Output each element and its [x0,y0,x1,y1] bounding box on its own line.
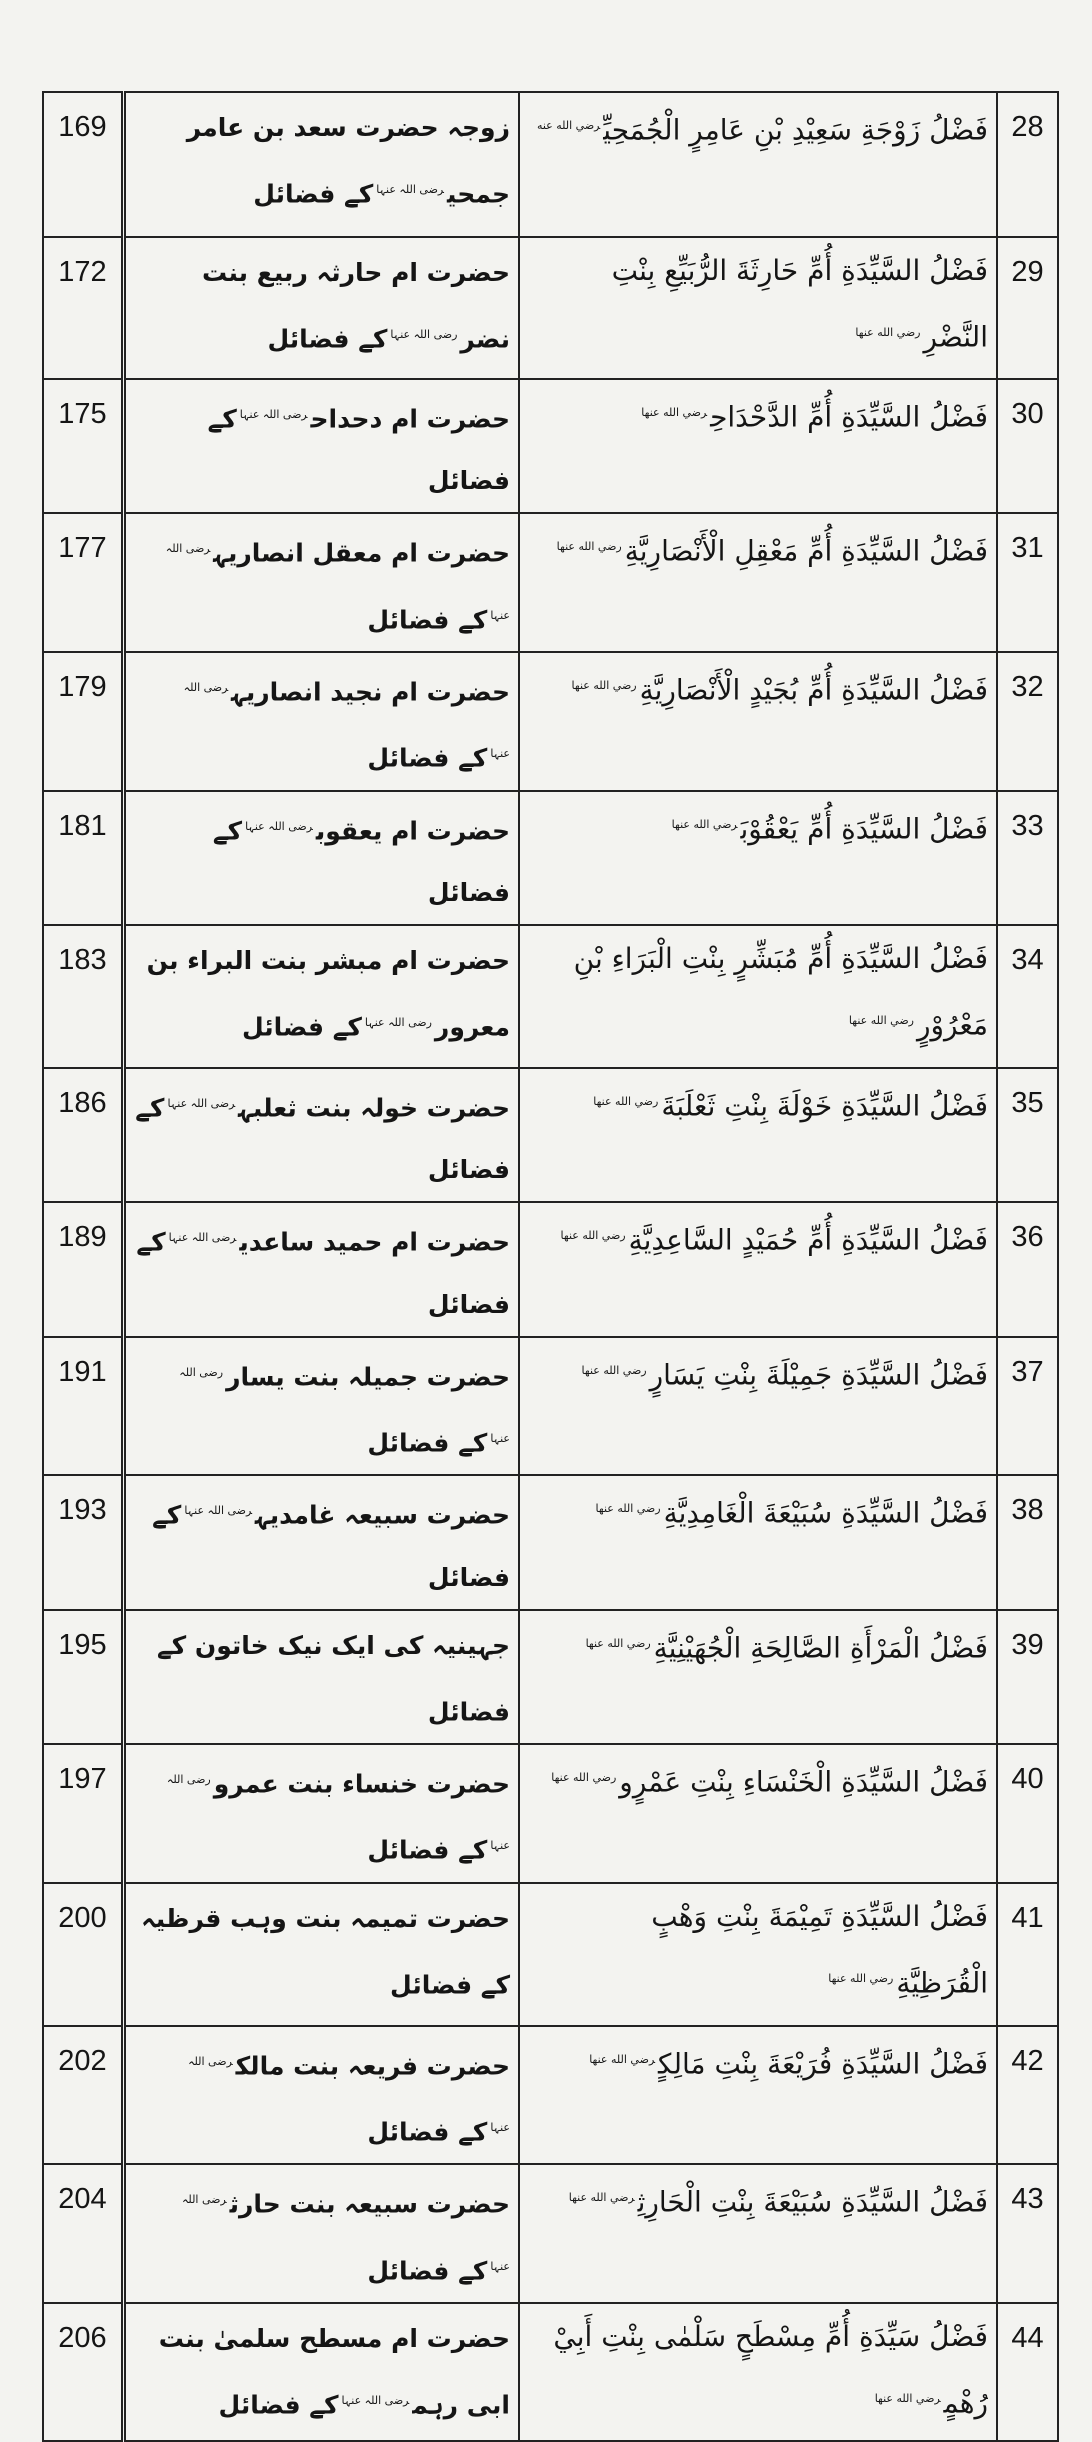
urdu-title-suffix: کے فضائل [136,1227,510,1319]
urdu-title-text: حضرت ام نجید انصاریہ [231,677,510,707]
table-row [43,652,1058,791]
urdu-title [124,379,520,513]
urdu-title [124,2164,520,2303]
entry-number: 37 [997,1337,1058,1476]
urdu-title-suffix: کے فضائل [152,1500,510,1592]
arabic-title [519,1475,997,1609]
arabic-title [519,2164,997,2303]
urdu-title-text: حضرت ام حمید ساعدی [239,1227,510,1257]
arabic-title [519,1610,997,1744]
urdu-title [124,2026,520,2165]
urdu-title [124,925,520,1068]
urdu-title [124,1475,520,1609]
entry-number: 31 [997,513,1058,652]
page-number: 191 [43,1337,124,1476]
honorific-mark: رضي الله عنها [568,2191,635,2205]
entry-number: 28 [997,92,1058,237]
arabic-title-text: فَضْلُ السَّيِّدَةِ أُمِّ بُجَيْدٍ الْأَنْصَارِيَّةِ [639,673,988,707]
arabic-title [519,791,997,925]
arabic-title [519,379,997,513]
honorific-mark: رضي الله عنها [556,540,622,554]
urdu-title-text: حضرت ام دحداح [310,404,510,434]
page-number: 195 [43,1610,124,1744]
page-number: 189 [43,1202,124,1336]
honorific-mark: رضی اللہ عنہا [179,1365,510,1445]
page-number: 179 [43,652,124,791]
table-row [43,925,1058,1068]
urdu-title-suffix: کے فضائل [367,2117,488,2147]
arabic-title-text: فَضْلُ السَّيِّدَةِ سُبَيْعَةَ بِنْتِ الْحَارِثِ [637,2185,988,2219]
urdu-title [124,237,520,379]
urdu-title [124,1068,520,1202]
arabic-title [519,237,997,379]
honorific-mark: رضي الله عنها [595,1502,661,1516]
honorific-mark: رضی اللہ عنہا [245,819,313,833]
table-row [43,513,1058,652]
table-row [43,791,1058,925]
arabic-title [519,2026,997,2165]
arabic-title [519,2303,997,2441]
honorific-mark: رضی اللہ عنہا [376,183,444,196]
urdu-title-text: جہینیہ کی ایک نیک خاتون کے فضائل [156,1630,510,1726]
page-number: 177 [43,513,124,652]
urdu-title-text: حضرت خنساء بنت عمرو [213,1769,510,1799]
arabic-title-text: فَضْلُ السَّيِّدَةِ أُمِّ مُبَشِّرٍ بِنْتِ الْبَرَاءِ بْنِ مَعْرُوْرٍ [573,941,988,1042]
page-number: 183 [43,925,124,1068]
urdu-title [124,513,520,652]
page-number: 197 [43,1744,124,1883]
table-row [43,237,1058,379]
urdu-title-text: حضرت ام یعقوب [315,815,510,845]
arabic-title-text: فَضْلُ الْمَرْأَةِ الصَّالِحَةِ الْجُهَيْنِيَّةِ [653,1630,988,1664]
urdu-title [124,1744,520,1883]
urdu-title-text: حضرت ام حارثہ ربیع بنت نضر [202,258,510,354]
arabic-title [519,652,997,791]
arabic-title-text: فَضْلُ السَّيِّدَةِ أُمِّ حُمَيْدٍ السَّاعِدِيَّةِ [628,1223,988,1257]
entry-number: 44 [997,2303,1058,2441]
urdu-title-text: حضرت ام مبشر بنت البراء بن معرور [146,945,510,1042]
arabic-title-text: فَضْلُ السَّيِّدَةِ خَوْلَةَ بِنْتِ ثَعْلَبَةَ [661,1089,988,1123]
honorific-mark: رضي الله عنها [581,1363,647,1377]
urdu-title [124,1610,520,1744]
table-row [43,1068,1058,1202]
table-row [43,2303,1058,2441]
arabic-title-text: فَضْلُ السَّيِّدَةِ أُمِّ يَعْقُوْبَ [740,811,988,845]
page-number: 175 [43,379,124,513]
urdu-title-text: حضرت سبیعہ غامدیہ [255,1500,510,1530]
honorific-mark: رضی اللہ عنہا [168,1231,237,1245]
table-row [43,2026,1058,2165]
arabic-title-text: فَضْلُ السَّيِّدَةِ فُرَيْعَةَ بِنْتِ مَالِكٍ [658,2046,988,2080]
entry-number: 36 [997,1202,1058,1336]
entry-number: 34 [997,925,1058,1068]
honorific-mark: رضی اللہ عنہا [181,2193,510,2273]
urdu-title-suffix: کے فضائل [367,743,488,773]
arabic-title-text: فَضْلُ السَّيِّدَةِ أُمِّ مَعْقِلِ الْأَنْصَارِيَّةِ [624,534,988,568]
honorific-mark: رضی اللہ عنہا [188,2054,510,2134]
urdu-title-suffix: کے فضائل [367,1428,488,1458]
honorific-mark: رضي الله عنها [671,817,738,831]
entry-number: 38 [997,1475,1058,1609]
honorific-mark: رضي الله عنها [874,2391,941,2405]
arabic-title [519,1744,997,1883]
urdu-title [124,2303,520,2441]
urdu-title [124,791,520,925]
entry-number: 29 [997,237,1058,379]
page-number: 172 [43,237,124,379]
arabic-title-text: فَضْلُ السَّيِّدَةِ الْخَنْسَاءِ بِنْتِ عَمْرٍو [619,1765,988,1799]
honorific-mark: رضي الله عنها [593,1094,659,1108]
honorific-mark: رضی اللہ عنہا [167,1096,236,1110]
urdu-title-suffix: کے فضائل [218,2390,339,2420]
arabic-title [519,1883,997,2026]
urdu-title-text: حضرت جمیلہ بنت یسار [226,1361,510,1391]
page-number: 206 [43,2303,124,2441]
urdu-title-suffix: کے فضائل [367,604,488,634]
honorific-mark: رضی اللہ عنہا [183,680,510,761]
page-number: 204 [43,2164,124,2303]
entry-number: 33 [997,791,1058,925]
entry-number: 43 [997,2164,1058,2303]
arabic-title-text: فَضْلُ السَّيِّدَةِ جَمِيْلَةَ بِنْتِ يَسَارٍ [649,1357,988,1391]
arabic-title [519,92,997,237]
honorific-mark: رضي الله عنها [589,2052,656,2066]
urdu-title-text: حضرت فریعہ بنت مالک [235,2050,510,2080]
urdu-title-suffix: کے فضائل [212,815,510,907]
arabic-title-text: فَضْلُ السَّيِّدَةِ أُمِّ حَارِثَةَ الرُّبَيِّعِ بِنْتِ النَّضْرِ [611,254,988,354]
urdu-title-suffix: کے فضائل [253,179,374,209]
honorific-mark: رضي الله عنها [560,1229,626,1243]
honorific-mark: رضي الله عنها [551,1770,617,1784]
honorific-mark: رضی اللہ عنہا [390,328,458,341]
urdu-title [124,92,520,237]
honorific-mark: رضی اللہ عنہا [364,1015,432,1029]
urdu-title-text: زوجہ حضرت سعد بن عامر جمحی [186,113,510,209]
honorific-mark: رضي الله عنها [585,1636,651,1650]
table-row [43,92,1058,237]
arabic-title [519,1202,997,1336]
page-number: 169 [43,92,124,237]
honorific-mark: رضي الله عنها [855,326,921,339]
table-row [43,379,1058,513]
urdu-title [124,1202,520,1336]
entry-number: 42 [997,2026,1058,2165]
urdu-title-text: حضرت ام مسطح سلمیٰ بنت ابی رہم [158,2323,510,2420]
honorific-mark: رضی اللہ عنہا [166,1772,510,1853]
arabic-title-text: فَضْلُ السَّيِّدَةِ أُمِّ الدَّحْدَاحِ [710,400,988,434]
table-row [43,1202,1058,1336]
table-row [43,1475,1058,1609]
page-number: 181 [43,791,124,925]
urdu-title-suffix: کے فضائل [367,1835,488,1865]
arabic-title [519,513,997,652]
urdu-title-suffix: کے فضائل [267,324,388,354]
honorific-mark: رضی اللہ عنہا [239,408,308,421]
table-row [43,1744,1058,1883]
page-number: 200 [43,1883,124,2026]
page-number: 202 [43,2026,124,2165]
urdu-title [124,652,520,791]
entry-number: 39 [997,1610,1058,1744]
honorific-mark: رضي الله عنها [571,678,637,692]
entry-number: 40 [997,1744,1058,1883]
entry-number: 30 [997,379,1058,513]
honorific-mark: رضی اللہ عنہا [165,542,510,622]
table-row [43,2164,1058,2303]
urdu-title-suffix: کے فضائل [207,404,510,496]
arabic-title [519,925,997,1068]
arabic-title [519,1068,997,1202]
table-of-contents [42,91,1059,2442]
table-row [43,1610,1058,1744]
table-row [43,1337,1058,1476]
honorific-mark: رضی اللہ عنہا [341,2393,410,2407]
urdu-title-text: حضرت سبیعہ بنت حارث [229,2189,510,2219]
urdu-title-suffix: کے فضائل [135,1093,510,1185]
urdu-title [124,1337,520,1476]
honorific-mark: رضي الله عنها [641,406,708,419]
urdu-title-text: حضرت تمیمہ بنت وہب قرظیہ کے فضائل [141,1903,510,1999]
entry-number: 41 [997,1883,1058,2026]
arabic-title-text: فَضْلُ سَيِّدَةِ أُمِّ مِسْطَحٍ سَلْمٰى بِنْتِ أَبِيْ رُهْمٍ [553,2319,988,2420]
urdu-title-text: حضرت ام معقل انصاریہ [213,538,510,568]
arabic-title-text: فَضْلُ السَّيِّدَةِ تَمِيْمَةَ بِنْتِ وَهْبٍ الْقُرَظِيَّةِ [651,1899,988,1999]
page-number: 186 [43,1068,124,1202]
arabic-title [519,1337,997,1476]
honorific-mark: رضي الله عنه [536,119,601,132]
entry-number: 35 [997,1068,1058,1202]
urdu-title [124,1883,520,2026]
honorific-mark: رضي الله عنها [828,1971,894,1985]
urdu-title-suffix: کے فضائل [241,1012,362,1042]
table-row [43,1883,1058,2026]
honorific-mark: رضی اللہ عنہا [184,1504,253,1518]
page-number: 193 [43,1475,124,1609]
honorific-mark: رضي الله عنها [848,1013,914,1027]
arabic-title-text: فَضْلُ السَّيِّدَةِ سُبَيْعَةَ الْغَامِدِيَّةِ [663,1496,988,1530]
entry-number: 32 [997,652,1058,791]
arabic-title-text: فَضْلُ زَوْجَةِ سَعِيْدِ بْنِ عَامِرٍ الْجُمَحِيِّ [603,113,988,147]
urdu-title-text: حضرت خولہ بنت ثعلبہ [238,1093,510,1123]
urdu-title-suffix: کے فضائل [367,2255,488,2285]
